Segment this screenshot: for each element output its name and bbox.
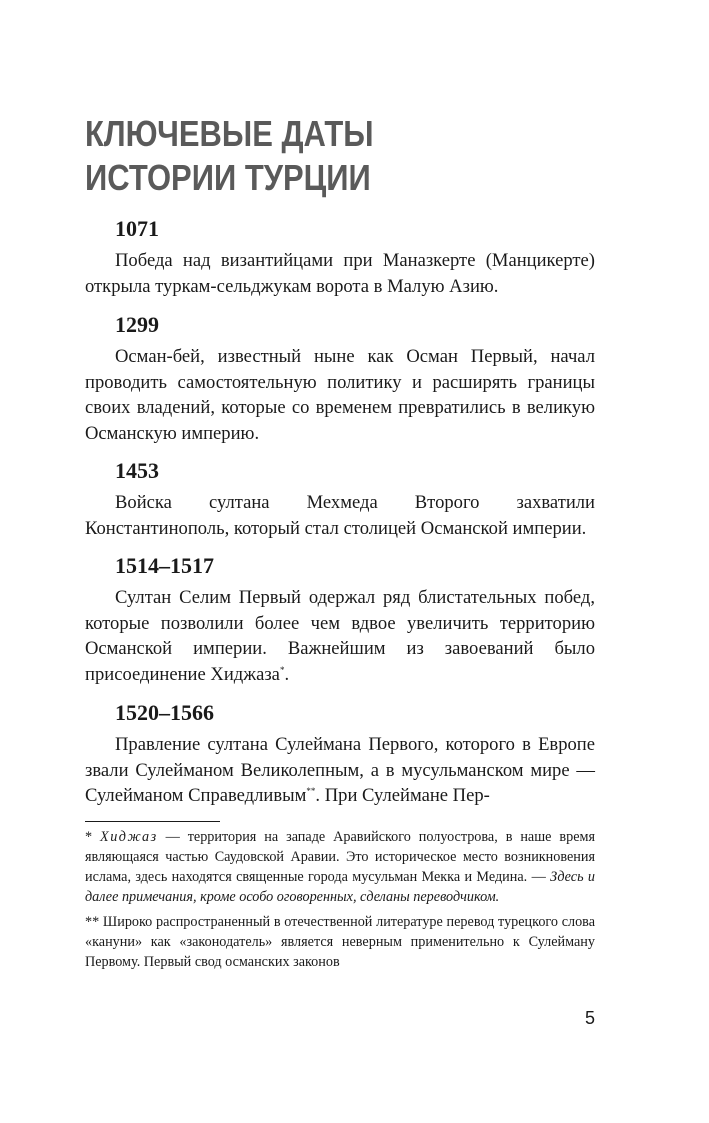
footnote-divider bbox=[85, 821, 220, 822]
footnote-text: Широко распространенный в отечественной литературе перевод турецкого слова «кануни» как «законодатель» является неверным применительно к Сулейману Первому. Первый свод османских законов bbox=[85, 914, 595, 970]
date-entry bbox=[85, 458, 595, 541]
entry-text: Осман-бей, известный ныне как Осман Первый, начал проводить самостоятельную политику и расширять границы своих владений, которые со временем превратились в великую Османскую империю. bbox=[85, 346, 595, 444]
date-entry bbox=[85, 216, 595, 299]
footnotes bbox=[85, 827, 595, 972]
date-entry bbox=[85, 700, 595, 809]
entry-year: 1453 bbox=[115, 458, 159, 483]
footnote-marker: * bbox=[279, 664, 285, 675]
footnote bbox=[85, 827, 595, 907]
footnote-mark: ** bbox=[85, 914, 103, 930]
entry-text-body: Султан Селим Первый одержал ряд блистательных побед, которые позволили более чем вдвое увеличить территорию Османской империи. Важнейшим из завоеваний было присоединение Хиджаза bbox=[85, 587, 595, 685]
entry-text: Войска султана Мехмеда Второго захватили Константинополь, который стал столицей Османской империи. bbox=[85, 492, 595, 539]
footnote-marker: ** bbox=[306, 786, 316, 797]
footnote-italic-note: Здесь и далее примечания, кроме особо оговоренных, сделаны переводчиком. bbox=[85, 869, 595, 905]
entry-year: 1071 bbox=[115, 216, 159, 241]
footnote-mark: * bbox=[85, 829, 101, 845]
footnote-text: — территория на западе Аравийского полуострова, в наше время являющаяся частью Саудовской Аравии. Это историческое место возникновения ислама, здесь находятся священные города мусульман Мекка и Медина. — bbox=[85, 829, 595, 885]
date-entry bbox=[85, 553, 595, 687]
entry-text-end: . bbox=[284, 663, 290, 685]
chapter-title-line-2: ИСТОРИИ ТУРЦИИ bbox=[85, 157, 371, 198]
footnote-term: Хиджаз bbox=[100, 829, 158, 845]
entry-year: 1514–1517 bbox=[115, 553, 214, 578]
entry-text bbox=[85, 585, 595, 687]
entry-year: 1299 bbox=[115, 312, 159, 337]
entry-text: Победа над византийцами при Маназкерте (Манцикерте) открыла туркам-сельджукам ворота в Малую Азию. bbox=[85, 250, 595, 297]
entry-text-body: Правление султана Сулеймана Первого, которого в Европе звали Сулейманом Великолепным, а в мусульманском мире — Сулейманом Справедливым bbox=[85, 734, 595, 807]
chapter-title-line-1: КЛЮЧЕВЫЕ ДАТЫ bbox=[85, 113, 374, 154]
entry-text-end: . При Сулеймане Пер- bbox=[315, 785, 490, 807]
chapter-title bbox=[85, 112, 549, 200]
footnote bbox=[85, 912, 595, 972]
entry-year: 1520–1566 bbox=[115, 700, 214, 725]
page-number: 5 bbox=[584, 1008, 595, 1028]
date-entry bbox=[85, 312, 595, 446]
entry-text bbox=[85, 732, 595, 809]
